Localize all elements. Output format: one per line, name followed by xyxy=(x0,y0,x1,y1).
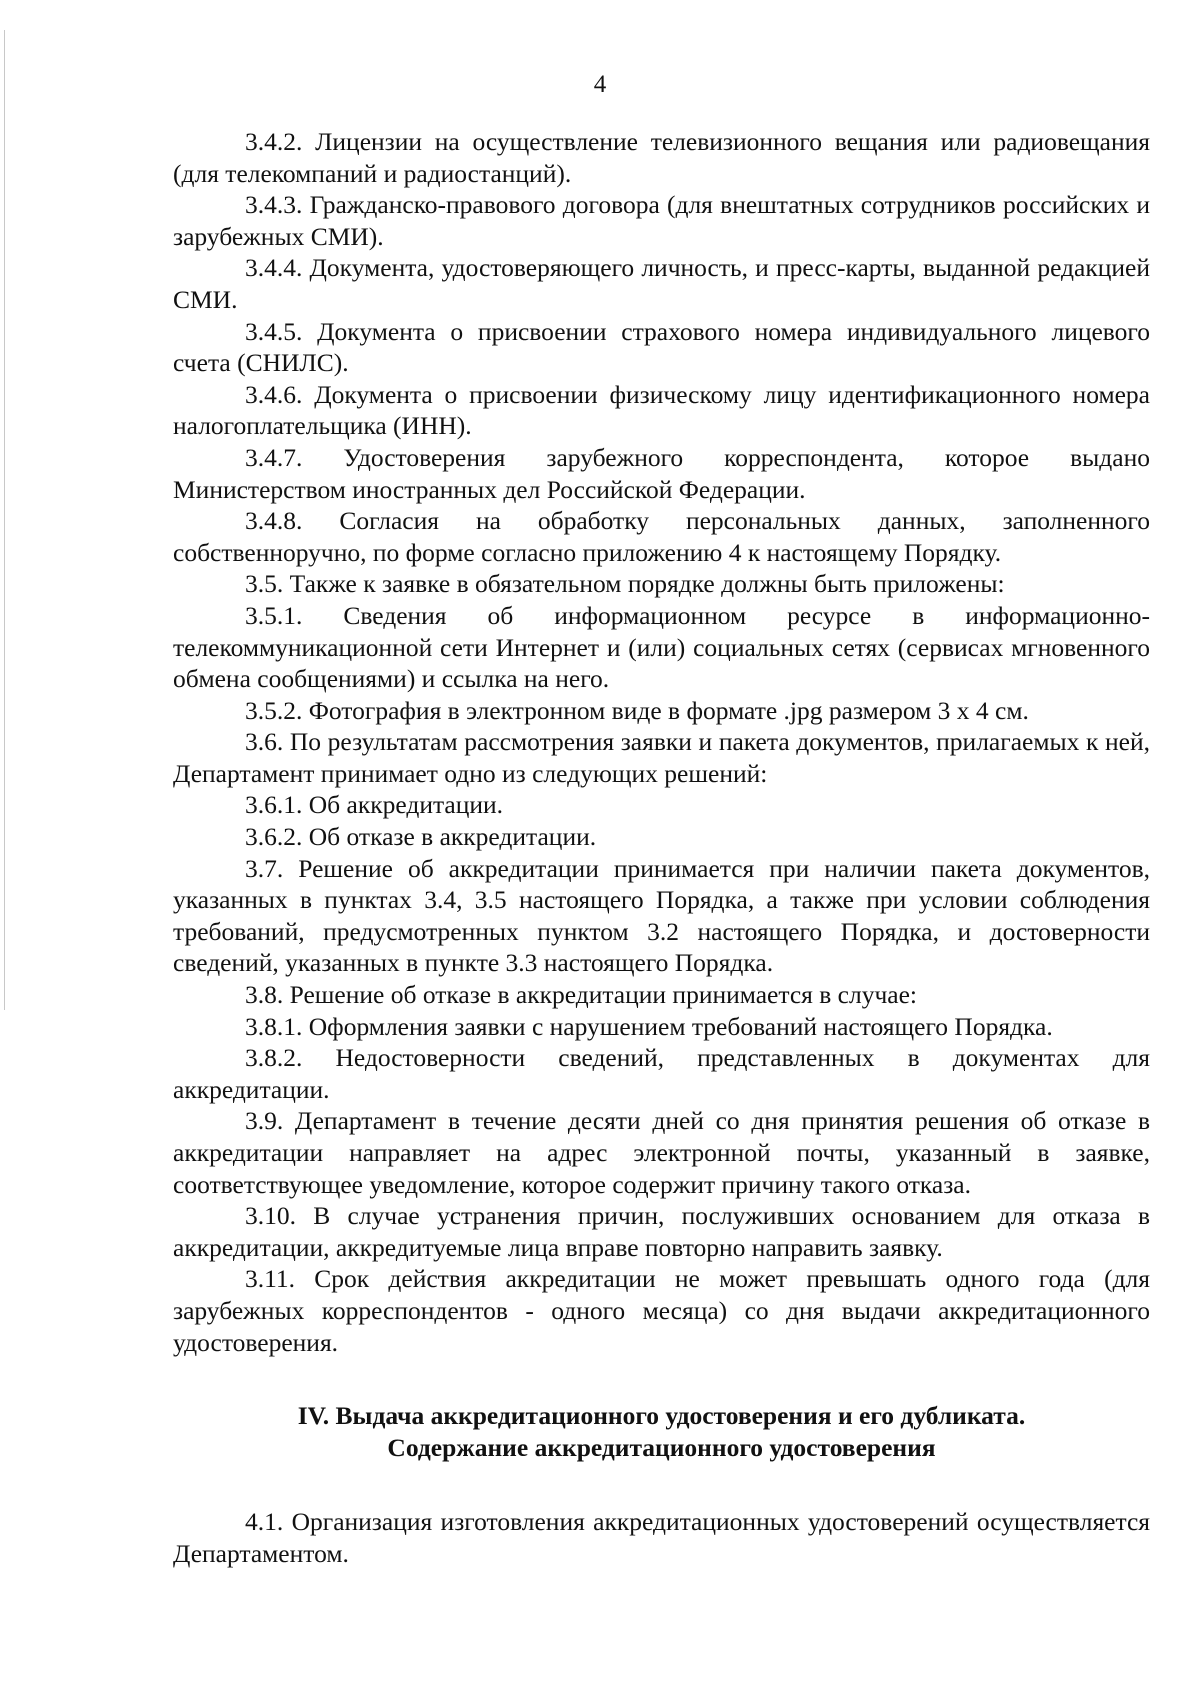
paragraph-3-4-4: 3.4.4. Документа, удостоверяющего личность, и пресс-карты, выданной редакцией СМИ. xyxy=(173,253,1150,314)
paragraph-4-1: 4.1. Организация изготовления аккредитационных удостоверений осуществляется Департаментом. xyxy=(173,1507,1150,1568)
paragraph-3-10: 3.10. В случае устранения причин, послуживших основанием для отказа в аккредитации, аккредитуемые лица вправе повторно направить заявку. xyxy=(173,1201,1150,1262)
paragraph-3-4-5: 3.4.5. Документа о присвоении страхового номера индивидуального лицевого счета (СНИЛС). xyxy=(173,316,1150,378)
section-heading-line-2: Содержание аккредитационного удостоверения xyxy=(387,1433,936,1463)
paragraph-3-4-3: 3.4.3. Гражданско-правового договора (для внештатных сотрудников российских и зарубежных СМИ). xyxy=(173,190,1150,251)
section-heading xyxy=(173,1400,1150,1464)
paragraph-3-4-6: 3.4.6. Документа о присвоении физическому лицу идентификационного номера налогоплательщика (ИНН). xyxy=(173,379,1150,441)
paragraph-3-6-1: 3.6.1. Об аккредитации. xyxy=(245,790,504,820)
paragraph-3-8-1: 3.8.1. Оформления заявки с нарушением требований настоящего Порядка. xyxy=(245,1011,1053,1041)
paragraph-3-4-2: 3.4.2. Лицензии на осуществление телевизионного вещания или радиовещания (для телекомпаний и радиостанций). xyxy=(173,127,1150,188)
paragraph-3-5-2: 3.5.2. Фотография в электронном виде в формате .jpg размером 3 х 4 см. xyxy=(245,695,1029,725)
paragraph-3-5-1: 3.5.1. Сведения об информационном ресурсе в информационно-телекоммуникационной сети Интернет и (или) социальных сетях (сервисах мгновенного обмена сообщениями) и ссылка на него. xyxy=(173,600,1150,694)
page-number: 4 xyxy=(593,71,607,98)
paragraph-3-6-2: 3.6.2. Об отказе в аккредитации. xyxy=(245,822,597,852)
paragraph-3-8: 3.8. Решение об отказе в аккредитации принимается в случае: xyxy=(245,980,917,1010)
section-heading-line-1: IV. Выдача аккредитационного удостоверения и его дубликата. xyxy=(297,1401,1026,1431)
paragraph-3-11: 3.11. Срок действия аккредитации не может превышать одного года (для зарубежных корреспондентов - одного месяца) со дня выдачи аккредитационного удостоверения. xyxy=(173,1264,1150,1357)
paragraph-3-5: 3.5. Также к заявке в обязательном порядке должны быть приложены: xyxy=(245,569,1005,599)
paragraph-3-9: 3.9. Департамент в течение десяти дней со дня принятия решения об отказе в аккредитации направляет на адрес электронной почты, указанный в заявке, соответствующее уведомление, которое содержит причину такого отказа. xyxy=(173,1106,1150,1199)
paragraph-3-4-8: 3.4.8. Согласия на обработку персональных данных, заполненного собственноручно, по форме согласно приложению 4 к настоящему Порядку. xyxy=(173,506,1150,567)
scan-edge-line xyxy=(4,30,5,1010)
paragraph-3-4-7: 3.4.7. Удостоверения зарубежного корреспондента, которое выдано Министерством иностранных дел Российской Федерации. xyxy=(173,442,1150,504)
paragraph-3-8-2: 3.8.2. Недостоверности сведений, представленных в документах для аккредитации. xyxy=(173,1043,1150,1104)
paragraph-3-7: 3.7. Решение об аккредитации принимается при наличии пакета документов, указанных в пунктах 3.4, 3.5 настоящего Порядка, а также при условии соблюдения требований, предусмотренных пунктом 3.2 настоящего Порядка, и достоверности сведений, указанных в пункте 3.3 настоящего Порядка. xyxy=(173,853,1150,978)
paragraph-3-6: 3.6. По результатам рассмотрения заявки и пакета документов, прилагаемых к ней, Департамент принимает одно из следующих решений: xyxy=(173,727,1150,788)
document-body xyxy=(173,126,1150,1569)
